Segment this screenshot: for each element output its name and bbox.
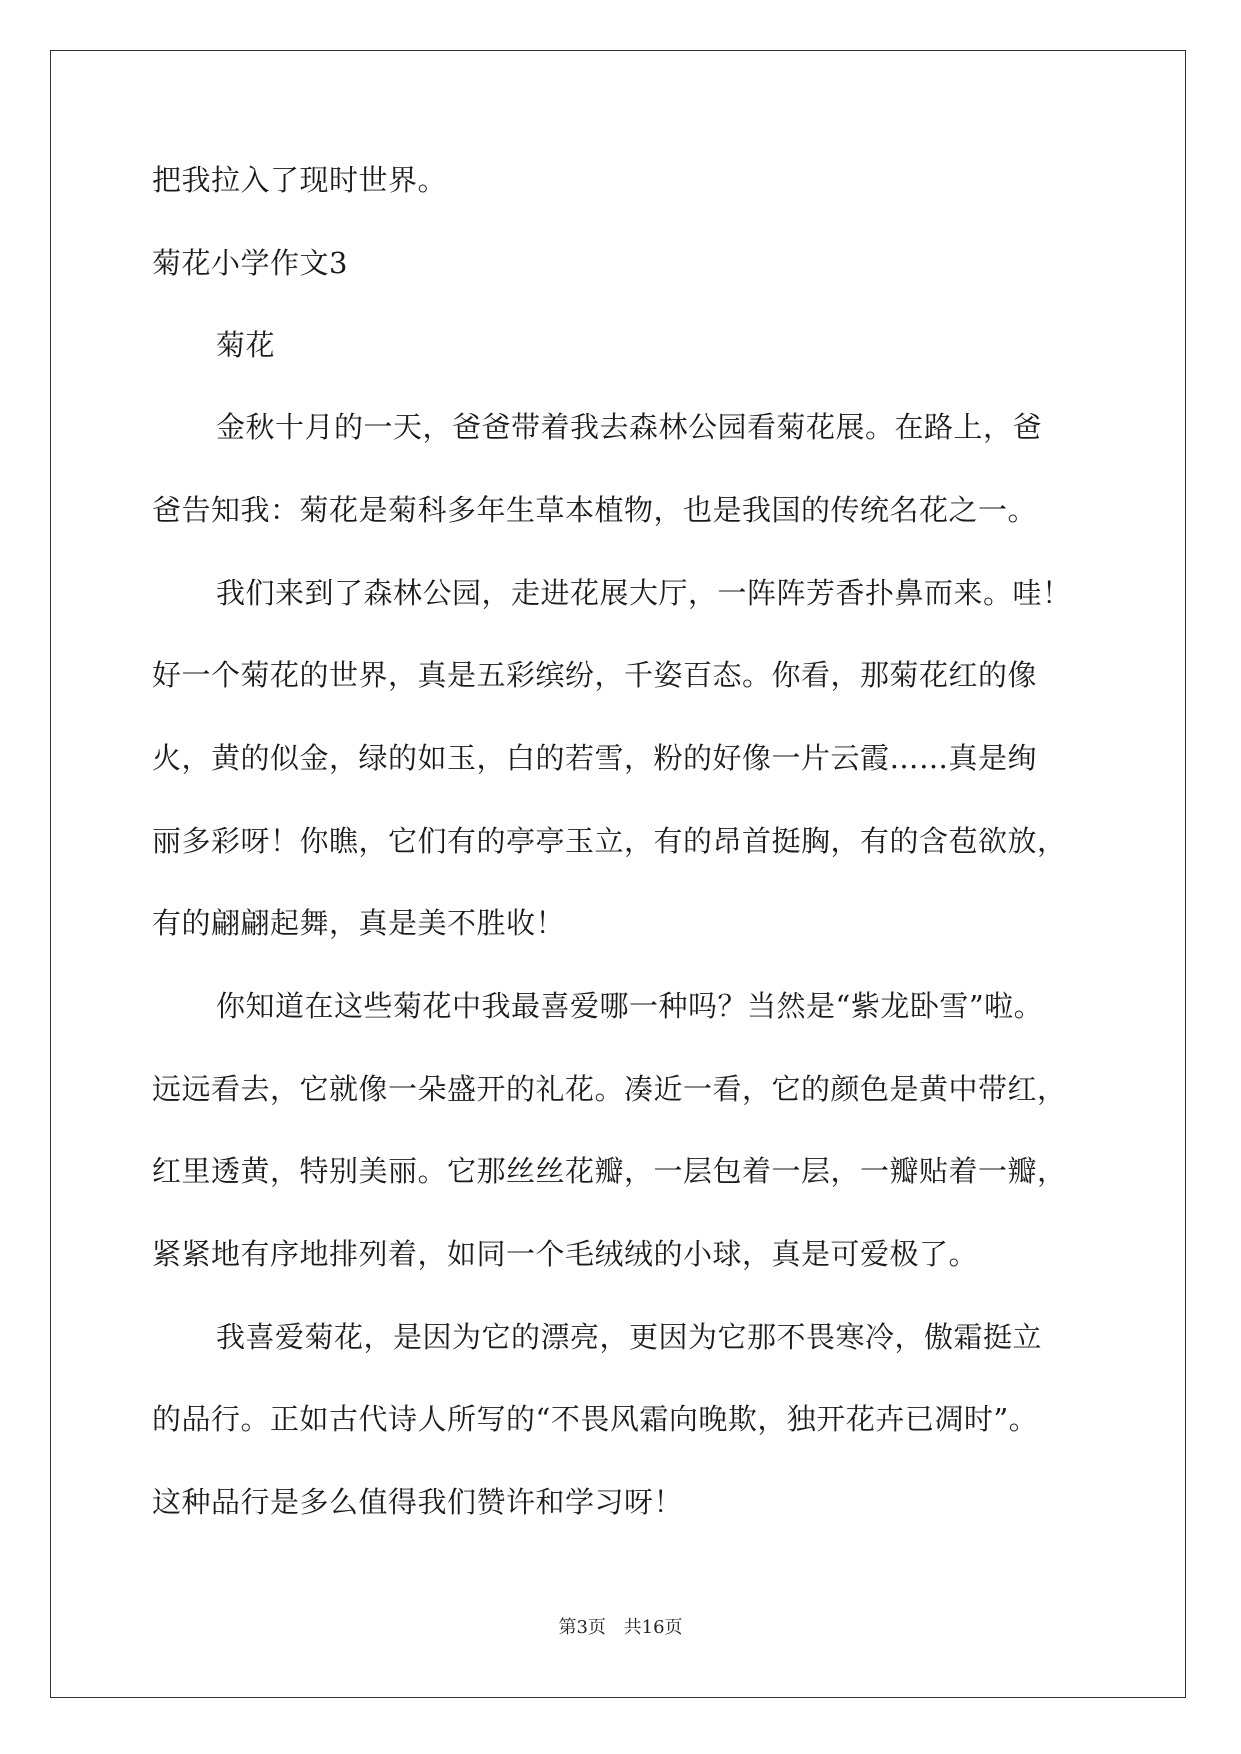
text-line: 你知道在这些菊花中我最喜爱哪一种吗？当然是“紫龙卧雪”啦。 — [216, 989, 1044, 1023]
page-number: 第3页 — [558, 1617, 606, 1638]
text-line: 紧紧地有序地排列着，如同一个毛绒绒的小球，真是可爱极了。 — [152, 1237, 979, 1271]
text-line: 有的翩翩起舞，真是美不胜收！ — [152, 906, 566, 940]
page-total: 共16页 — [623, 1617, 683, 1638]
text-line: 把我拉入了现时世界。 — [152, 163, 448, 197]
text-line: 好一个菊花的世界，真是五彩缤纷，千姿百态。你看，那菊花红的像 — [152, 658, 1038, 692]
text-line: 的品行。正如古代诗人所写的“不畏风霜向晚欺，独开花卉已凋时”。 — [152, 1402, 1039, 1436]
text-line: 红里透黄，特别美丽。它那丝丝花瓣，一层包着一层，一瓣贴着一瓣， — [152, 1154, 1067, 1188]
text-line: 这种品行是多么值得我们赞许和学习呀！ — [152, 1485, 684, 1519]
text-line: 丽多彩呀！你瞧，它们有的亭亭玉立，有的昂首挺胸，有的含苞欲放， — [152, 824, 1067, 858]
page-border — [50, 50, 1186, 1698]
page-footer — [0, 1616, 1241, 1640]
text-line: 火，黄的似金，绿的如玉，白的若雪，粉的好像一片云霞……真是绚 — [152, 741, 1038, 775]
text-line: 远远看去，它就像一朵盛开的礼花。凑近一看，它的颜色是黄中带红， — [152, 1072, 1067, 1106]
text-line: 我们来到了森林公园，走进花展大厅，一阵阵芳香扑鼻而来。哇！ — [216, 576, 1072, 610]
text-line: 我喜爱菊花，是因为它的漂亮，更因为它那不畏寒冷，傲霜挺立 — [216, 1320, 1043, 1354]
essay-title: 菊花 — [216, 328, 276, 362]
text-line: 金秋十月的一天，爸爸带着我去森林公园看菊花展。在路上，爸 — [216, 410, 1043, 444]
section-heading: 菊花小学作文3 — [152, 246, 348, 280]
text-line: 爸告知我：菊花是菊科多年生草本植物，也是我国的传统名花之一。 — [152, 493, 1038, 527]
